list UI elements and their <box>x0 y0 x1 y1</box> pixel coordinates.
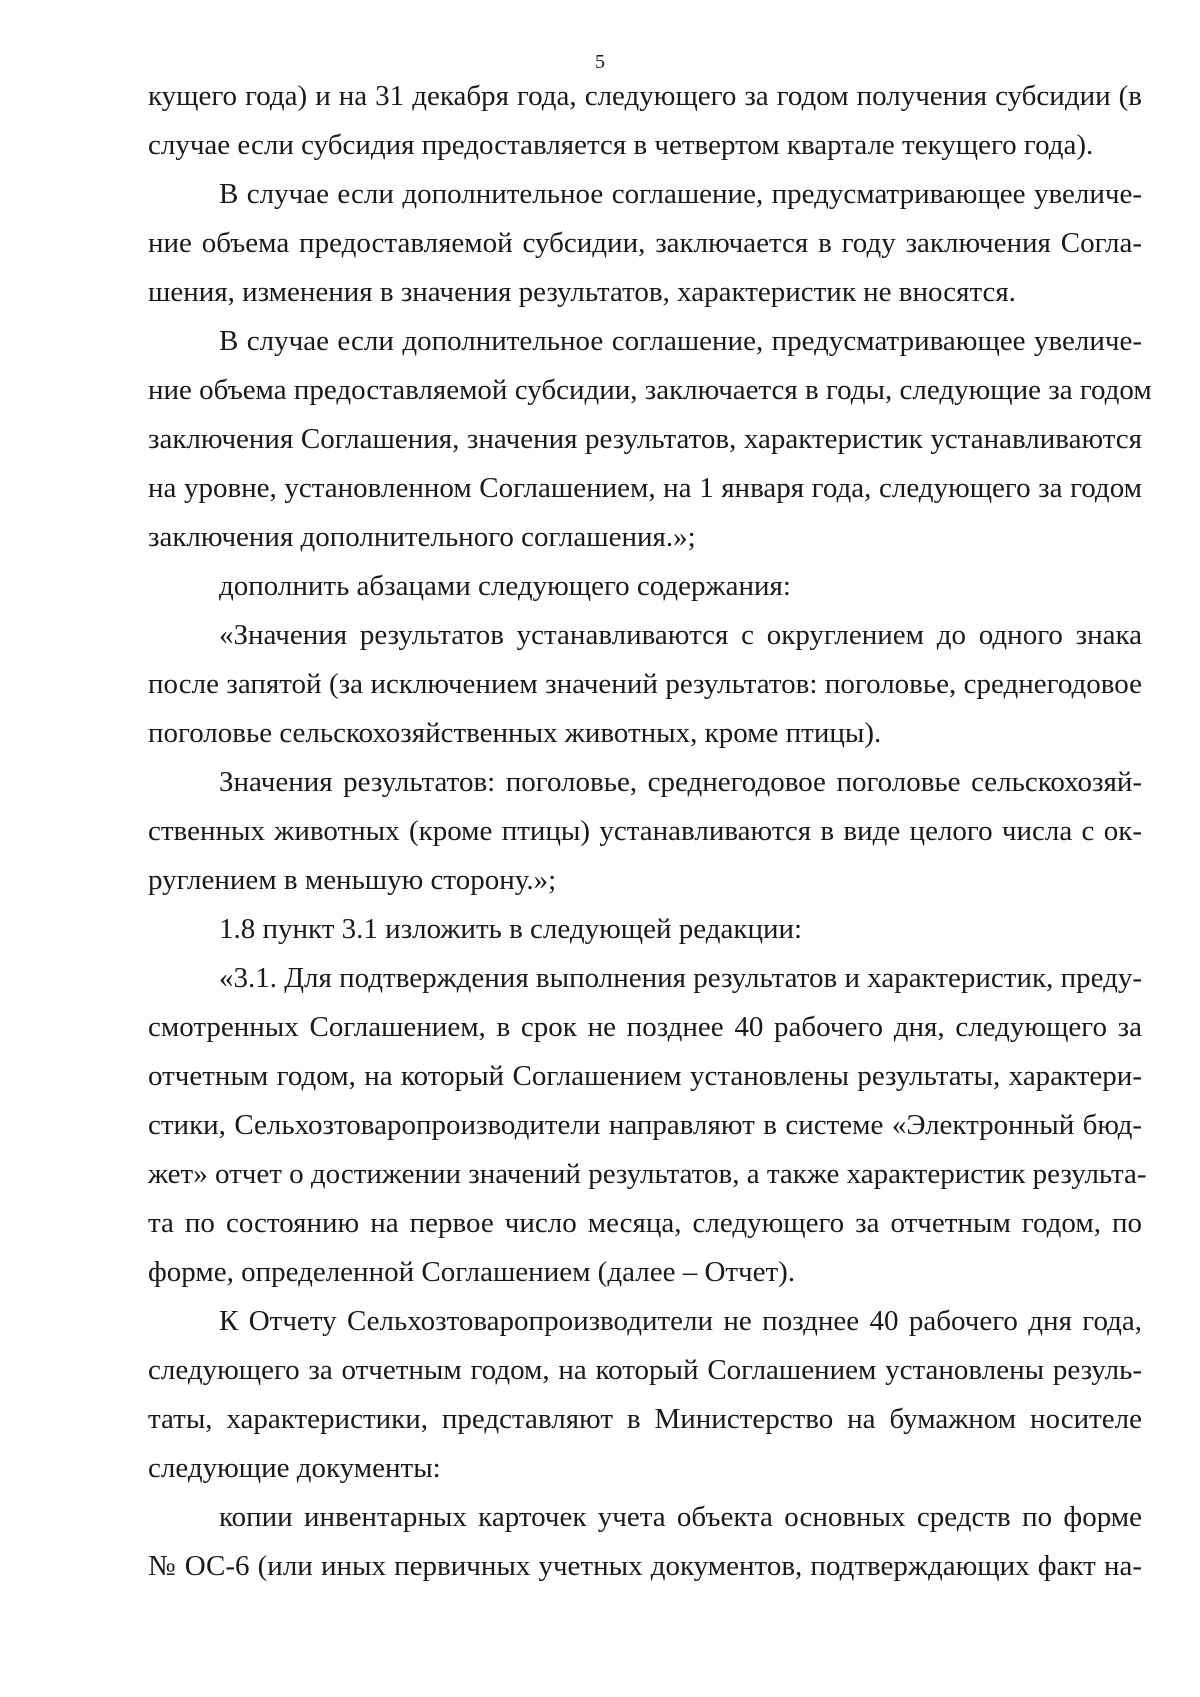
text-line: ственных животных (кроме птицы) устанавливаются в виде целого числа с ок- <box>148 815 1142 847</box>
text-line: № ОС-6 (или иных первичных учетных документов, подтверждающих факт на- <box>148 1550 1142 1582</box>
page-number: 5 <box>595 51 605 73</box>
text-line: кущего года) и на 31 декабря года, следующего за годом получения субсидии (в <box>148 80 1142 112</box>
text-line: В случае если дополнительное соглашение, предусматривающее увеличе- <box>219 178 1142 210</box>
text-line: шения, изменения в значения результатов, характеристик не вносятся. <box>148 276 1016 308</box>
text-line: ние объема предоставляемой субсидии, заключается в году заключения Согла- <box>148 227 1142 259</box>
text-line: следующего за отчетным годом, на который Соглашением установлены резуль- <box>148 1354 1142 1386</box>
text-line: после запятой (за исключением значений результатов: поголовье, среднегодовое <box>148 668 1142 700</box>
text-line: копии инвентарных карточек учета объекта основных средств по форме <box>219 1501 1142 1533</box>
text-line: смотренных Соглашением, в срок не позднее 40 рабочего дня, следующего за <box>148 1011 1142 1043</box>
text-line: на уровне, установленном Соглашением, на 1 января года, следующего за годом <box>148 472 1142 504</box>
text-line: Значения результатов: поголовье, среднегодовое поголовье сельскохозяй- <box>219 766 1142 798</box>
text-line: следующие документы: <box>148 1452 441 1484</box>
text-line: поголовье сельскохозяйственных животных, кроме птицы). <box>148 717 882 749</box>
text-line: форме, определенной Соглашением (далее – Отчет). <box>148 1256 796 1288</box>
text-line: ние объема предоставляемой субсидии, заключается в годы, следующие за годом <box>148 374 1152 406</box>
text-line: жет» отчет о достижении значений результатов, а также характеристик результа- <box>148 1158 1147 1190</box>
text-line: та по состоянию на первое число месяца, следующего за отчетным годом, по <box>148 1207 1142 1239</box>
text-line: В случае если дополнительное соглашение, предусматривающее увеличе- <box>219 325 1142 357</box>
text-line: 1.8 пункт 3.1 изложить в следующей редакции: <box>219 913 803 945</box>
text-line: руглением в меньшую сторону.»; <box>148 864 557 896</box>
text-line: «3.1. Для подтверждения выполнения результатов и характеристик, преду- <box>219 962 1142 994</box>
text-line: отчетным годом, на который Соглашением установлены результаты, характери- <box>148 1060 1142 1092</box>
text-line: К Отчету Сельхозтоваропроизводители не позднее 40 рабочего дня года, <box>219 1305 1142 1337</box>
text-line: заключения дополнительного соглашения.»; <box>148 521 696 553</box>
text-line: случае если субсидия предоставляется в четвертом квартале текущего года). <box>148 129 1094 161</box>
text-line: стики, Сельхозтоваропроизводители направляют в системе «Электронный бюд- <box>148 1109 1142 1141</box>
text-line: дополнить абзацами следующего содержания: <box>219 570 791 602</box>
text-line: заключения Соглашения, значения результатов, характеристик устанавливаются <box>148 423 1142 455</box>
text-line: таты, характеристики, представляют в Министерство на бумажном носителе <box>148 1403 1142 1435</box>
text-line: «Значения результатов устанавливаются с округлением до одного знака <box>219 619 1142 651</box>
document-body <box>148 72 1152 1591</box>
